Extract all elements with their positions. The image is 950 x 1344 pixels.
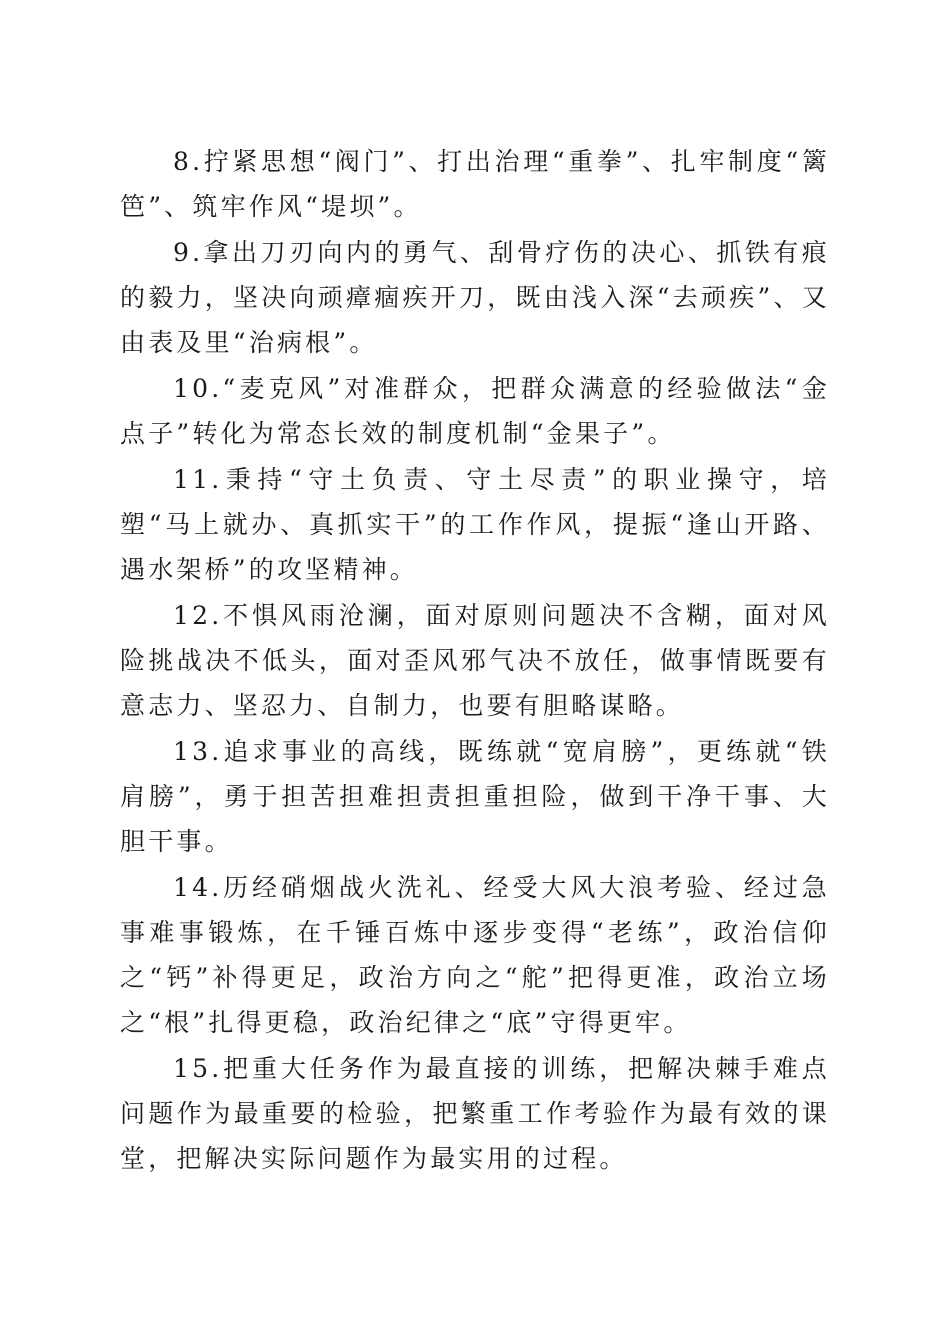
paragraph-10: 10.“麦克风”对准群众，把群众满意的经验做法“金点子”转化为常态长效的制度机制“金果子”。 xyxy=(120,374,830,448)
paragraph-15: 15.把重大任务作为最直接的训练，把解决棘手难点问题作为最重要的检验，把繁重工作考验作为最有效的课堂，把解决实际问题作为最实用的过程。 xyxy=(120,1054,830,1173)
paragraph-13: 13.追求事业的高线，既练就“宽肩膀”，更练就“铁肩膀”，勇于担苦担难担责担重担险，做到干净干事、大胆干事。 xyxy=(120,737,830,856)
paragraph-12: 12.不惧风雨沧澜，面对原则问题决不含糊，面对风险挑战决不低头，面对歪风邪气决不放任，做事情既要有意志力、坚忍力、自制力，也要有胆略谋略。 xyxy=(120,601,830,720)
paragraph-9: 9.拿出刀刃向内的勇气、刮骨疗伤的决心、抓铁有痕的毅力，坚决向顽瘴痼疾开刀，既由浅入深“去顽疾”、又由表及里“治病根”。 xyxy=(120,238,830,357)
paragraph-14: 14.历经硝烟战火洗礼、经受大风大浪考验、经过急事难事锻炼，在千锤百炼中逐步变得“老练”，政治信仰之“钙”补得更足，政治方向之“舵”把得更准，政治立场之“根”扎得更稳，政治纪律之“底”守得更牢。 xyxy=(120,873,830,1037)
paragraph-8: 8.拧紧思想“阀门”、打出治理“重拳”、扎牢制度“篱笆”、筑牢作风“堤坝”。 xyxy=(120,147,830,221)
document-body xyxy=(120,139,830,1182)
paragraph-11: 11.秉持“守土负责、守土尽责”的职业操守，培塑“马上就办、真抓实干”的工作作风，提振“逢山开路、遇水架桥”的攻坚精神。 xyxy=(120,465,830,584)
